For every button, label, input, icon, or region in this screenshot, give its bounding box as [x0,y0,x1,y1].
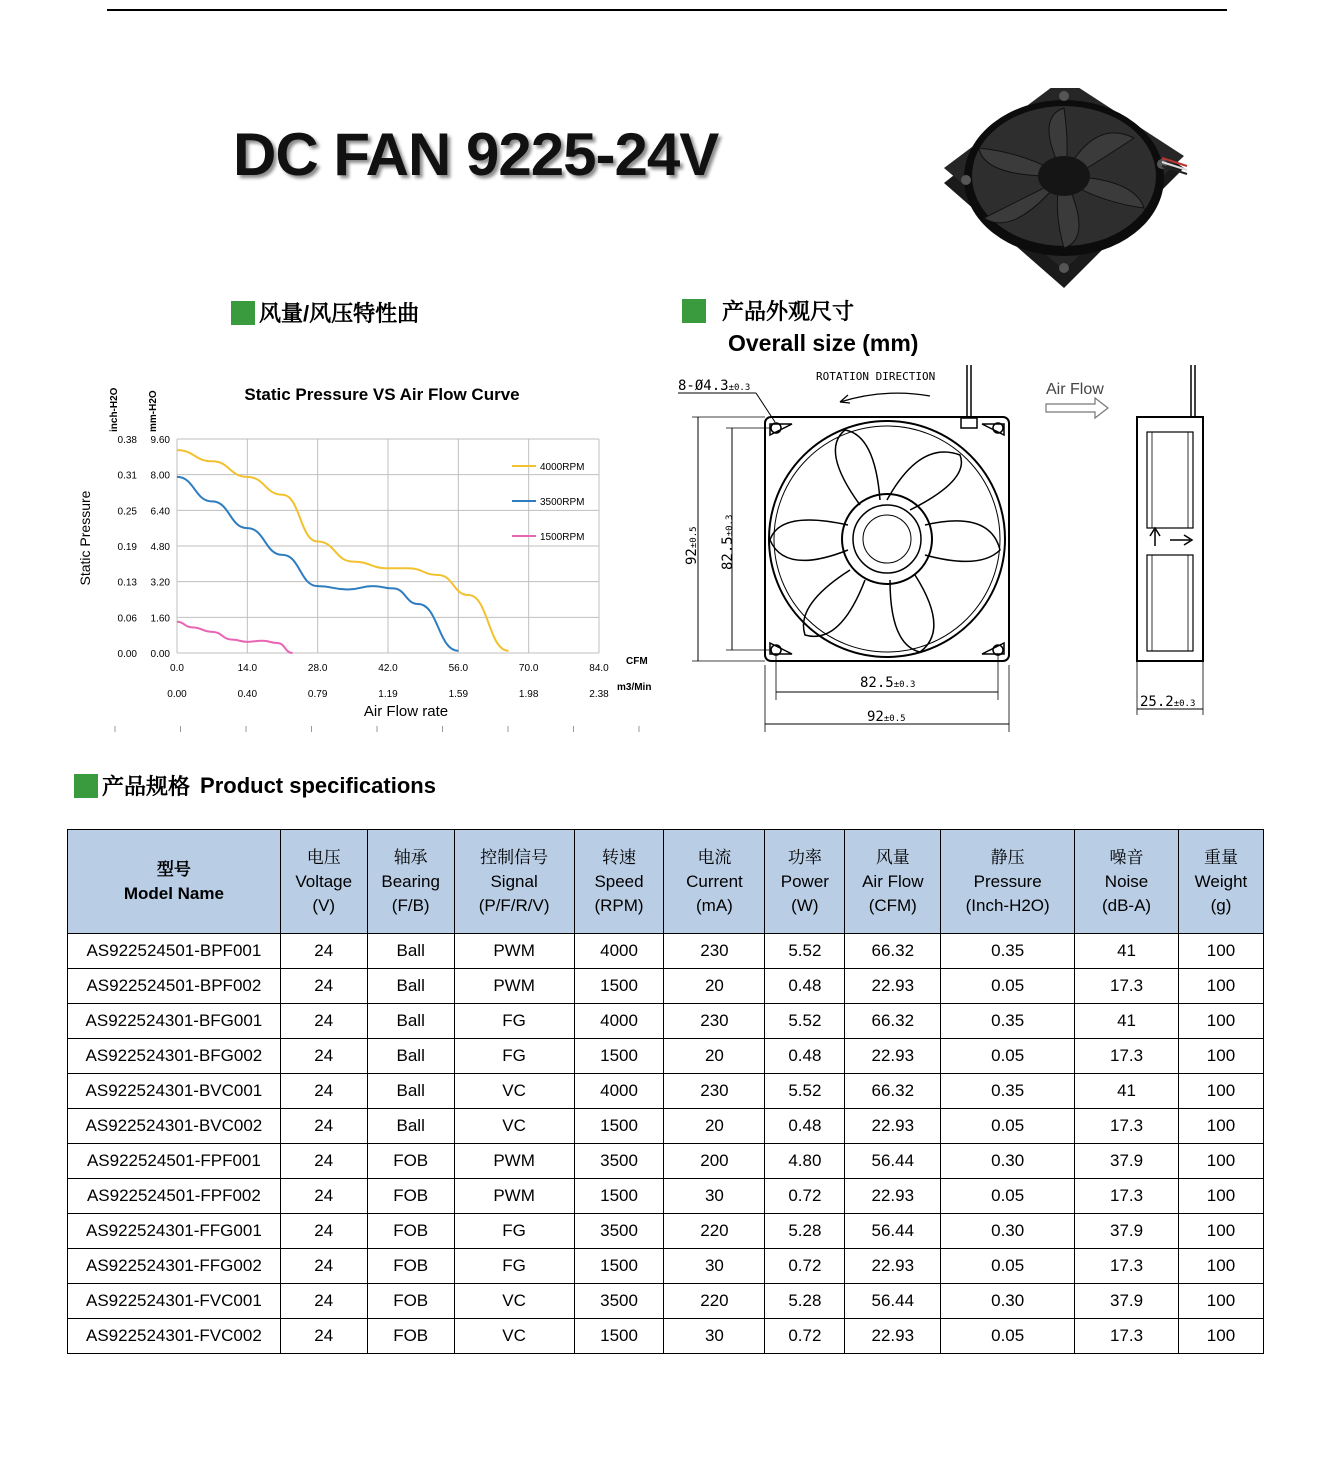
column-header [1075,830,1179,934]
table-cell: 30 [664,1319,765,1354]
column-header-unit: (Inch-H2O) [965,895,1050,915]
table-cell: 100 [1178,1319,1263,1354]
table-cell: 24 [280,1249,367,1284]
table-cell: 22.93 [845,1039,941,1074]
table-cell: 22.93 [845,1249,941,1284]
table-cell: 100 [1178,934,1263,969]
column-header-en: Signal [490,871,538,891]
table-cell: 30 [664,1179,765,1214]
column-header-en: Current [686,871,743,891]
y-tick-mm: 1.60 [150,613,170,625]
table-cell: 4000 [574,1004,664,1039]
table-cell: 24 [280,1074,367,1109]
table-cell: 230 [664,934,765,969]
table-cell: FOB [367,1214,454,1249]
table-cell: 37.9 [1075,1284,1179,1319]
table-cell: 56.44 [845,1284,941,1319]
y-tick-mm: 9.60 [150,435,170,446]
side-right-arrow-icon [1170,535,1192,545]
column-header-cn: 控制信号 [480,847,549,867]
column-header [367,830,454,934]
table-cell: 30 [664,1249,765,1284]
table-cell: 24 [280,1319,367,1354]
table-cell: 56.44 [845,1214,941,1249]
table-cell: 1500 [574,1109,664,1144]
table-cell: 1500 [574,1319,664,1354]
table-cell: 100 [1178,969,1263,1004]
table-cell: 100 [1178,1179,1263,1214]
y-tick-mm: 3.20 [150,577,170,589]
y-tick-inch: 0.13 [117,577,137,589]
x-tick-m3: 0.40 [237,689,258,700]
table-cell: 1500 [574,969,664,1004]
pressure-flow-chart [60,370,680,740]
y-tick-inch: 0.19 [117,542,137,553]
table-cell: 3500 [574,1144,664,1179]
column-header-unit: (RPM) [594,895,644,915]
column-header-unit: (W) [791,895,819,915]
table-cell: AS922524301-FFG002 [68,1249,281,1284]
column-header-en: Model Name [123,883,224,903]
table-cell: 4.80 [765,1144,845,1179]
legend-label: 3500RPM [540,497,585,508]
table-cell: 24 [280,969,367,1004]
table-cell: 0.30 [941,1144,1075,1179]
y-tick-inch: 0.00 [117,649,137,660]
green-square-icon [682,299,706,323]
column-header-cn: 静压 [990,847,1025,867]
table-cell: 17.3 [1075,969,1179,1004]
table-cell: 17.3 [1075,1179,1179,1214]
table-row [68,1004,1264,1039]
x-tick-cfm: 56.0 [448,663,469,674]
column-header-unit: (P/F/R/V) [478,895,550,915]
column-header [1178,830,1263,934]
table-cell: VC [454,1074,574,1109]
y-tick-mm: 0.00 [150,649,170,660]
column-header-cn: 噪音 [1109,847,1144,867]
column-header-en: Weight [1194,871,1248,891]
table-cell: FOB [367,1144,454,1179]
table-cell: 0.05 [941,969,1075,1004]
column-header-cn: 型号 [156,859,191,879]
column-header-en: Pressure [973,871,1042,891]
table-cell: 20 [664,969,765,1004]
y-unit-right: mm-H2O [148,390,159,432]
column-header-cn: 重量 [1203,847,1238,867]
table-cell: AS922524501-BPF001 [68,934,281,969]
table-cell: 0.72 [765,1319,845,1354]
top-rule [107,9,1227,11]
spec-table [67,829,1264,1354]
table-cell: 41 [1075,934,1179,969]
table-cell: 100 [1178,1109,1263,1144]
table-cell: FG [454,1004,574,1039]
table-cell: 1500 [574,1039,664,1074]
column-header [845,830,941,934]
table-cell: 230 [664,1074,765,1109]
column-header-cn: 电压 [306,847,341,867]
green-square-icon [74,774,98,798]
table-cell: FOB [367,1249,454,1284]
dim-252-side: 25.2±0.3 [1140,694,1196,710]
x-tick-m3: 2.38 [589,689,609,700]
table-cell: 100 [1178,1074,1263,1109]
section-spec-label-cn: 产品规格 [102,774,191,799]
table-cell: 100 [1178,1284,1263,1319]
table-cell: 17.3 [1075,1319,1179,1354]
page-title: DC FAN 9225-24V [233,121,719,188]
table-cell: 20 [664,1109,765,1144]
table-cell: PWM [454,1179,574,1214]
green-square-icon [231,301,255,325]
table-row [68,1319,1264,1354]
table-cell: 17.3 [1075,1039,1179,1074]
series-line-1500RPM [177,622,293,653]
table-cell: VC [454,1109,574,1144]
table-cell: 0.72 [765,1249,845,1284]
table-cell: AS922524501-BPF002 [68,969,281,1004]
column-header [941,830,1075,934]
section-spec-heading [74,770,436,801]
table-cell: Ball [367,1074,454,1109]
column-header-unit: (mA) [696,895,733,915]
table-cell: 200 [664,1144,765,1179]
airflow-arrow-icon [1046,398,1108,418]
table-cell: VC [454,1284,574,1319]
table-cell: 66.32 [845,1004,941,1039]
section-size-heading [682,295,854,326]
column-header-unit: (CFM) [868,895,917,915]
table-row [68,1039,1264,1074]
table-cell: 0.30 [941,1214,1075,1249]
table-row [68,1214,1264,1249]
table-cell: 100 [1178,1039,1263,1074]
x-tick-cfm: 42.0 [378,663,398,674]
y-unit-left: inch-H2O [109,387,120,432]
table-body [68,934,1264,1354]
column-header [68,830,281,934]
column-header [454,830,574,934]
table-cell: FG [454,1039,574,1074]
table-cell: FOB [367,1319,454,1354]
column-header-en: Speed [594,871,644,891]
table-cell: 22.93 [845,1109,941,1144]
x-unit-cfm: CFM [626,656,648,667]
table-cell: 4000 [574,1074,664,1109]
table-cell: 37.9 [1075,1144,1179,1179]
table-cell: 0.35 [941,1074,1075,1109]
section-curve-label: 风量/风压特性曲 [259,301,420,326]
table-cell: 17.3 [1075,1249,1179,1284]
column-header-unit: (dB-A) [1101,895,1152,915]
table-cell: 37.9 [1075,1214,1179,1249]
section-spec-label-en: Product specifications [200,772,436,798]
x-tick-m3: 0.00 [167,689,187,700]
column-header [574,830,664,934]
table-cell: AS922524301-BVC002 [68,1109,281,1144]
table-cell: 24 [280,1004,367,1039]
column-header-cn: 功率 [787,847,822,867]
y-tick-inch: 0.38 [117,435,137,446]
table-cell: 24 [280,1214,367,1249]
side-up-arrow-icon [1150,528,1160,546]
table-row [68,1144,1264,1179]
column-header-en: Power [780,871,829,891]
table-cell: FG [454,1214,574,1249]
y-tick-mm: 6.40 [150,506,170,518]
table-cell: Ball [367,1109,454,1144]
table-cell: 22.93 [845,1179,941,1214]
table-cell: AS922524301-BFG001 [68,1004,281,1039]
table-cell: 0.05 [941,1039,1075,1074]
table-row [68,1249,1264,1284]
table-cell: 24 [280,1284,367,1319]
table-cell: Ball [367,1039,454,1074]
table-cell: 0.48 [765,1039,845,1074]
table-row [68,934,1264,969]
table-cell: 1500 [574,1249,664,1284]
y-tick-mm: 4.80 [150,542,170,553]
dim-825-vertical: 82.5±0.3 [720,514,736,570]
table-cell: 0.05 [941,1249,1075,1284]
table-cell: 0.48 [765,969,845,1004]
table-cell: 5.28 [765,1214,845,1249]
table-cell: AS922524301-BVC001 [68,1074,281,1109]
hole-label: 8-Ø4.3±0.3 [678,378,751,394]
table-cell: 24 [280,934,367,969]
table-cell: AS922524301-FVC002 [68,1319,281,1354]
table-cell: 5.52 [765,1074,845,1109]
table-cell: 3500 [574,1214,664,1249]
y-tick-inch: 0.06 [117,613,137,625]
column-header-en: Voltage [295,871,353,891]
dim-92-vertical: 92±0.5 [684,526,700,565]
table-cell: 0.30 [941,1284,1075,1319]
table-header-row [68,830,1264,934]
table-cell: 24 [280,1039,367,1074]
y-tick-mm: 8.00 [150,470,170,482]
table-cell: 0.05 [941,1179,1075,1214]
table-cell: VC [454,1319,574,1354]
column-header-unit: (F/B) [391,895,430,915]
table-cell: PWM [454,934,574,969]
column-header-cn: 轴承 [393,847,428,867]
table-row [68,1074,1264,1109]
table-cell: 56.44 [845,1144,941,1179]
table-cell: 5.52 [765,934,845,969]
section-size-label: 产品外观尺寸 [722,299,855,324]
table-cell: 22.93 [845,969,941,1004]
table-cell: AS922524501-FPF001 [68,1144,281,1179]
table-cell: 0.48 [765,1109,845,1144]
table-cell: 100 [1178,1249,1263,1284]
legend-label: 4000RPM [540,462,585,473]
table-cell: AS922524301-FVC001 [68,1284,281,1319]
dim-825-horizontal: 82.5±0.3 [860,675,916,691]
series-line-4000RPM [177,450,509,651]
y-tick-inch: 0.25 [117,506,137,518]
column-header-unit: (g) [1210,895,1232,915]
x-tick-cfm: 70.0 [518,663,539,674]
table-cell: 220 [664,1214,765,1249]
table-cell: 0.35 [941,934,1075,969]
table-cell: 66.32 [845,1074,941,1109]
table-cell: 100 [1178,1144,1263,1179]
airflow-label: Air Flow [1046,381,1104,398]
table-cell: 41 [1075,1004,1179,1039]
column-header-cn: 电流 [697,847,732,867]
table-cell: 0.72 [765,1179,845,1214]
table-cell: Ball [367,934,454,969]
dimension-drawing [670,360,1230,740]
overall-size-label: Overall size (mm) [728,330,919,356]
column-header [765,830,845,934]
column-header [280,830,367,934]
table-cell: 41 [1075,1074,1179,1109]
table-cell: 230 [664,1004,765,1039]
table-row [68,969,1264,1004]
y-axis-label: Static Pressure [77,490,93,586]
table-cell: PWM [454,1144,574,1179]
table-cell: 17.3 [1075,1109,1179,1144]
table-cell: 0.35 [941,1004,1075,1039]
table-cell: 3500 [574,1284,664,1319]
table-cell: Ball [367,969,454,1004]
chart-title: Static Pressure VS Air Flow Curve [244,385,520,404]
table-row [68,1284,1264,1319]
column-header-cn: 转速 [602,847,637,867]
x-tick-cfm: 0.0 [170,663,184,674]
x-tick-cfm: 28.0 [307,663,328,674]
table-cell: 24 [280,1144,367,1179]
column-header-en: Noise [1104,871,1149,891]
legend-label: 1500RPM [540,532,585,543]
table-cell: AS922524301-FFG001 [68,1214,281,1249]
table-cell: 100 [1178,1004,1263,1039]
table-cell: FOB [367,1284,454,1319]
table-row [68,1179,1264,1214]
x-axis-label: Air Flow rate [363,703,449,720]
x-tick-cfm: 84.0 [589,663,609,674]
x-tick-m3: 0.79 [307,689,328,700]
column-header-unit: (V) [312,895,336,915]
x-tick-m3: 1.98 [518,689,539,700]
x-tick-cfm: 14.0 [237,663,258,674]
table-cell: 5.28 [765,1284,845,1319]
table-cell: 0.05 [941,1319,1075,1354]
dim-92-horizontal: 92±0.5 [867,709,906,725]
table-cell: AS922524301-BFG002 [68,1039,281,1074]
x-unit-m3: m3/Min [617,682,652,693]
table-cell: AS922524501-FPF002 [68,1179,281,1214]
x-tick-m3: 1.19 [378,689,398,700]
fan-photo [938,88,1193,298]
table-cell: 220 [664,1284,765,1319]
table-cell: FG [454,1249,574,1284]
x-tick-m3: 1.59 [448,689,469,700]
table-row [68,1109,1264,1144]
column-header [664,830,765,934]
table-cell: 4000 [574,934,664,969]
table-cell: 1500 [574,1179,664,1214]
table-cell: PWM [454,969,574,1004]
column-header-en: Bearing [381,871,440,891]
table-cell: 20 [664,1039,765,1074]
table-cell: FOB [367,1179,454,1214]
table-cell: 66.32 [845,934,941,969]
table-cell: 24 [280,1179,367,1214]
column-header-cn: 风量 [875,847,910,867]
rotation-label: ROTATION DIRECTION [816,370,936,383]
table-cell: 22.93 [845,1319,941,1354]
table-cell: Ball [367,1004,454,1039]
section-curve-heading [231,297,419,328]
table-cell: 100 [1178,1214,1263,1249]
table-cell: 0.05 [941,1109,1075,1144]
y-tick-inch: 0.31 [117,470,137,482]
table-cell: 24 [280,1109,367,1144]
column-header-en: Air Flow [862,871,924,891]
table-cell: 5.52 [765,1004,845,1039]
